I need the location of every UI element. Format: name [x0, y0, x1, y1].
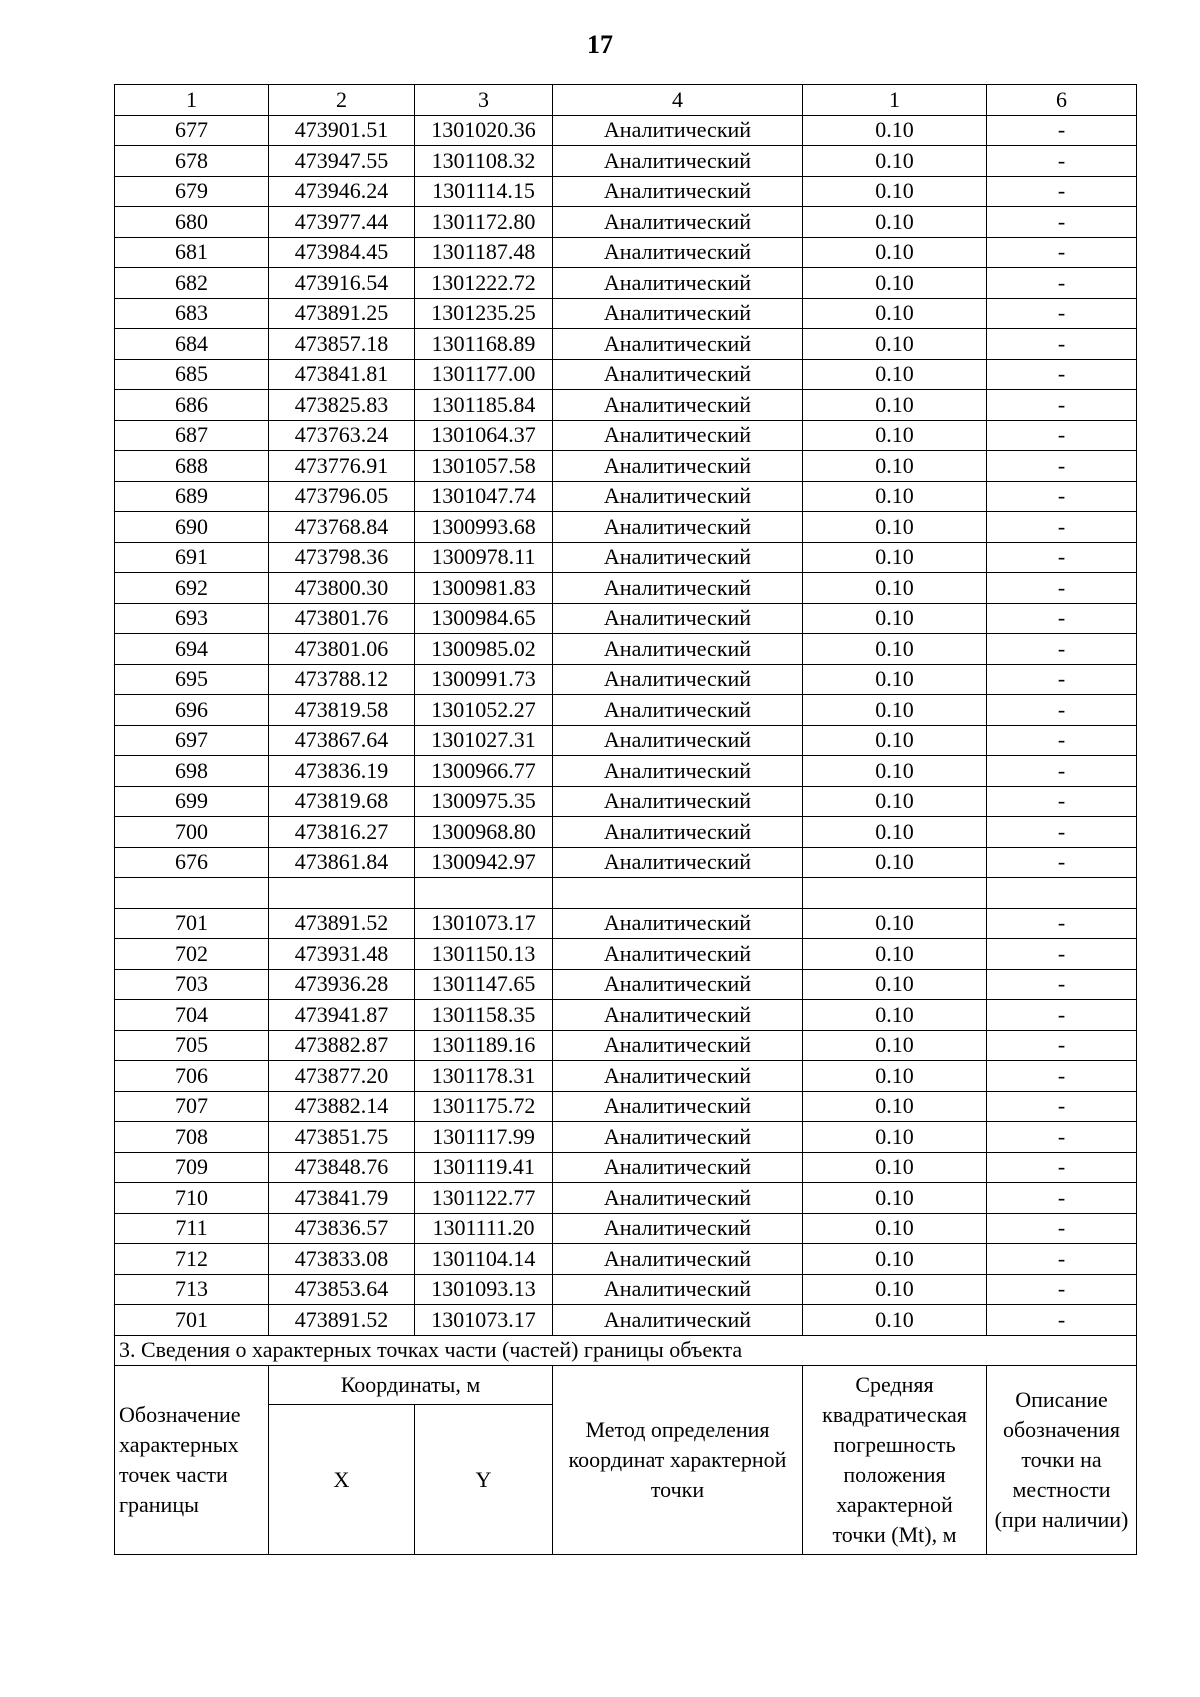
- y-cell: 1301111.20: [415, 1213, 553, 1244]
- method-cell: Аналитический: [553, 176, 803, 207]
- method-cell: Аналитический: [553, 725, 803, 756]
- table-row: [115, 695, 1137, 726]
- mean-error-cell: 0.10: [803, 725, 987, 756]
- mean-error-cell: 0.10: [803, 1122, 987, 1153]
- y-cell: 1301027.31: [415, 725, 553, 756]
- point-cell: 676: [115, 847, 269, 878]
- method-cell: Аналитический: [553, 786, 803, 817]
- point-cell: 685: [115, 359, 269, 390]
- table-row: [115, 237, 1137, 268]
- header-mean-error: Средняя квадратическая погрешность положения характерной точки (Mt), м: [803, 1366, 987, 1555]
- description-cell: -: [987, 237, 1137, 268]
- header-description: Описание обозначения точки на местности (при наличии): [987, 1366, 1137, 1555]
- table-row: [115, 1274, 1137, 1305]
- x-cell: 473796.05: [269, 481, 415, 512]
- mean-error-cell: 0.10: [803, 207, 987, 238]
- method-cell: Аналитический: [553, 1274, 803, 1305]
- table-row: [115, 634, 1137, 665]
- y-cell: 1301093.13: [415, 1274, 553, 1305]
- coordinates-table: [114, 84, 1137, 1555]
- point-cell: 684: [115, 329, 269, 360]
- description-cell: -: [987, 908, 1137, 939]
- point-cell: 687: [115, 420, 269, 451]
- x-cell: 473816.27: [269, 817, 415, 848]
- y-cell: 1300968.80: [415, 817, 553, 848]
- method-cell: Аналитический: [553, 847, 803, 878]
- method-cell: Аналитический: [553, 1061, 803, 1092]
- point-cell: 686: [115, 390, 269, 421]
- mean-error-cell: 0.10: [803, 969, 987, 1000]
- point-cell: 709: [115, 1152, 269, 1183]
- y-cell: 1300993.68: [415, 512, 553, 543]
- section-header-row: [115, 1366, 1137, 1405]
- table-row: [115, 146, 1137, 177]
- x-cell: [269, 878, 415, 909]
- y-cell: 1301073.17: [415, 908, 553, 939]
- y-cell: 1300975.35: [415, 786, 553, 817]
- mean-error-cell: 0.10: [803, 634, 987, 665]
- description-cell: -: [987, 756, 1137, 787]
- mean-error-cell: 0.10: [803, 451, 987, 482]
- method-cell: Аналитический: [553, 512, 803, 543]
- x-cell: 473836.57: [269, 1213, 415, 1244]
- y-cell: 1301057.58: [415, 451, 553, 482]
- table-row: [115, 756, 1137, 787]
- mean-error-cell: 0.10: [803, 1274, 987, 1305]
- description-cell: -: [987, 542, 1137, 573]
- point-cell: [115, 878, 269, 909]
- table-row: [115, 908, 1137, 939]
- method-cell: Аналитический: [553, 1122, 803, 1153]
- x-cell: 473788.12: [269, 664, 415, 695]
- point-cell: 700: [115, 817, 269, 848]
- header-method: Метод определения координат характерной точки: [553, 1366, 803, 1555]
- mean-error-cell: 0.10: [803, 268, 987, 299]
- mean-error-cell: 0.10: [803, 908, 987, 939]
- x-cell: 473841.79: [269, 1183, 415, 1214]
- x-cell: 473877.20: [269, 1061, 415, 1092]
- description-cell: -: [987, 329, 1137, 360]
- y-cell: 1301150.13: [415, 939, 553, 970]
- description-cell: -: [987, 725, 1137, 756]
- table-row: [115, 451, 1137, 482]
- description-cell: -: [987, 1305, 1137, 1336]
- x-cell: 473916.54: [269, 268, 415, 299]
- column-number: 2: [269, 85, 415, 116]
- column-number: 4: [553, 85, 803, 116]
- y-cell: 1301235.25: [415, 298, 553, 329]
- point-cell: 703: [115, 969, 269, 1000]
- y-cell: 1300966.77: [415, 756, 553, 787]
- header-y: Y: [415, 1405, 553, 1555]
- y-cell: 1301178.31: [415, 1061, 553, 1092]
- point-cell: 688: [115, 451, 269, 482]
- table-row: [115, 1061, 1137, 1092]
- method-cell: Аналитический: [553, 939, 803, 970]
- y-cell: 1301172.80: [415, 207, 553, 238]
- table-row: [115, 542, 1137, 573]
- y-cell: 1301122.77: [415, 1183, 553, 1214]
- description-cell: -: [987, 390, 1137, 421]
- x-cell: 473801.76: [269, 603, 415, 634]
- method-cell: Аналитический: [553, 1152, 803, 1183]
- y-cell: 1301073.17: [415, 1305, 553, 1336]
- point-cell: 681: [115, 237, 269, 268]
- description-cell: -: [987, 176, 1137, 207]
- description-cell: -: [987, 268, 1137, 299]
- table-row: [115, 1244, 1137, 1275]
- y-cell: 1301119.41: [415, 1152, 553, 1183]
- method-cell: Аналитический: [553, 1305, 803, 1336]
- x-cell: 473825.83: [269, 390, 415, 421]
- method-cell: Аналитический: [553, 481, 803, 512]
- mean-error-cell: 0.10: [803, 115, 987, 146]
- method-cell: Аналитический: [553, 969, 803, 1000]
- x-cell: 473977.44: [269, 207, 415, 238]
- mean-error-cell: 0.10: [803, 1213, 987, 1244]
- mean-error-cell: 0.10: [803, 420, 987, 451]
- description-cell: -: [987, 969, 1137, 1000]
- method-cell: Аналитический: [553, 451, 803, 482]
- column-number-row: [115, 85, 1137, 116]
- header-x: X: [269, 1405, 415, 1555]
- table-row: [115, 786, 1137, 817]
- column-number: 1: [803, 85, 987, 116]
- description-cell: -: [987, 481, 1137, 512]
- point-cell: 678: [115, 146, 269, 177]
- method-cell: Аналитический: [553, 115, 803, 146]
- description-cell: -: [987, 115, 1137, 146]
- description-cell: -: [987, 1244, 1137, 1275]
- point-cell: 683: [115, 298, 269, 329]
- method-cell: Аналитический: [553, 146, 803, 177]
- column-number: 6: [987, 85, 1137, 116]
- x-cell: 473901.51: [269, 115, 415, 146]
- y-cell: 1300991.73: [415, 664, 553, 695]
- y-cell: [415, 878, 553, 909]
- table-row: [115, 1091, 1137, 1122]
- y-cell: 1301189.16: [415, 1030, 553, 1061]
- method-cell: Аналитический: [553, 908, 803, 939]
- point-cell: 710: [115, 1183, 269, 1214]
- y-cell: 1300985.02: [415, 634, 553, 665]
- x-cell: 473776.91: [269, 451, 415, 482]
- table-row: [115, 725, 1137, 756]
- point-cell: 695: [115, 664, 269, 695]
- mean-error-cell: [803, 878, 987, 909]
- x-cell: 473800.30: [269, 573, 415, 604]
- x-cell: 473947.55: [269, 146, 415, 177]
- y-cell: 1301104.14: [415, 1244, 553, 1275]
- table-row: [115, 359, 1137, 390]
- y-cell: 1301052.27: [415, 695, 553, 726]
- point-cell: 707: [115, 1091, 269, 1122]
- y-cell: 1301020.36: [415, 115, 553, 146]
- description-cell: [987, 878, 1137, 909]
- description-cell: -: [987, 359, 1137, 390]
- method-cell: Аналитический: [553, 756, 803, 787]
- point-cell: 702: [115, 939, 269, 970]
- description-cell: -: [987, 1061, 1137, 1092]
- description-cell: -: [987, 817, 1137, 848]
- mean-error-cell: 0.10: [803, 1305, 987, 1336]
- mean-error-cell: 0.10: [803, 146, 987, 177]
- point-cell: 690: [115, 512, 269, 543]
- method-cell: Аналитический: [553, 664, 803, 695]
- x-cell: 473763.24: [269, 420, 415, 451]
- mean-error-cell: 0.10: [803, 1244, 987, 1275]
- x-cell: 473882.87: [269, 1030, 415, 1061]
- x-cell: 473848.76: [269, 1152, 415, 1183]
- mean-error-cell: 0.10: [803, 786, 987, 817]
- point-cell: 704: [115, 1000, 269, 1031]
- method-cell: Аналитический: [553, 1030, 803, 1061]
- y-cell: 1301185.84: [415, 390, 553, 421]
- description-cell: -: [987, 512, 1137, 543]
- description-cell: -: [987, 1152, 1137, 1183]
- y-cell: 1301047.74: [415, 481, 553, 512]
- y-cell: 1301147.65: [415, 969, 553, 1000]
- description-cell: -: [987, 1000, 1137, 1031]
- y-cell: 1301114.15: [415, 176, 553, 207]
- x-cell: 473833.08: [269, 1244, 415, 1275]
- method-cell: Аналитический: [553, 1183, 803, 1214]
- mean-error-cell: 0.10: [803, 512, 987, 543]
- mean-error-cell: 0.10: [803, 1061, 987, 1092]
- method-cell: Аналитический: [553, 1244, 803, 1275]
- table-row: [115, 512, 1137, 543]
- y-cell: 1301108.32: [415, 146, 553, 177]
- mean-error-cell: 0.10: [803, 542, 987, 573]
- point-cell: 699: [115, 786, 269, 817]
- table-row: [115, 1305, 1137, 1336]
- x-cell: 473819.58: [269, 695, 415, 726]
- method-cell: Аналитический: [553, 634, 803, 665]
- point-cell: 701: [115, 908, 269, 939]
- method-cell: Аналитический: [553, 695, 803, 726]
- table-row: [115, 1152, 1137, 1183]
- table-row: [115, 817, 1137, 848]
- mean-error-cell: 0.10: [803, 1030, 987, 1061]
- method-cell: Аналитический: [553, 298, 803, 329]
- point-cell: 698: [115, 756, 269, 787]
- table-row: [115, 390, 1137, 421]
- point-cell: 679: [115, 176, 269, 207]
- y-cell: 1300984.65: [415, 603, 553, 634]
- point-cell: 706: [115, 1061, 269, 1092]
- description-cell: -: [987, 1030, 1137, 1061]
- point-cell: 692: [115, 573, 269, 604]
- mean-error-cell: 0.10: [803, 756, 987, 787]
- point-cell: 693: [115, 603, 269, 634]
- x-cell: 473836.19: [269, 756, 415, 787]
- mean-error-cell: 0.10: [803, 298, 987, 329]
- method-cell: Аналитический: [553, 359, 803, 390]
- y-cell: 1301064.37: [415, 420, 553, 451]
- table-row: [115, 939, 1137, 970]
- point-cell: 696: [115, 695, 269, 726]
- x-cell: 473841.81: [269, 359, 415, 390]
- x-cell: 473867.64: [269, 725, 415, 756]
- mean-error-cell: 0.10: [803, 481, 987, 512]
- point-cell: 697: [115, 725, 269, 756]
- method-cell: Аналитический: [553, 573, 803, 604]
- mean-error-cell: 0.10: [803, 237, 987, 268]
- point-cell: 682: [115, 268, 269, 299]
- y-cell: 1300978.11: [415, 542, 553, 573]
- table-row: [115, 115, 1137, 146]
- table-row: [115, 603, 1137, 634]
- method-cell: Аналитический: [553, 817, 803, 848]
- method-cell: Аналитический: [553, 329, 803, 360]
- x-cell: 473931.48: [269, 939, 415, 970]
- table-row: [115, 1213, 1137, 1244]
- y-cell: 1301187.48: [415, 237, 553, 268]
- mean-error-cell: 0.10: [803, 695, 987, 726]
- point-cell: 691: [115, 542, 269, 573]
- x-cell: 473891.25: [269, 298, 415, 329]
- y-cell: 1300942.97: [415, 847, 553, 878]
- header-coordinates: Координаты, м: [269, 1366, 553, 1405]
- x-cell: 473891.52: [269, 908, 415, 939]
- x-cell: 473819.68: [269, 786, 415, 817]
- mean-error-cell: 0.10: [803, 359, 987, 390]
- mean-error-cell: 0.10: [803, 329, 987, 360]
- point-cell: 677: [115, 115, 269, 146]
- point-cell: 713: [115, 1274, 269, 1305]
- description-cell: -: [987, 695, 1137, 726]
- section-title-row: [115, 1335, 1137, 1366]
- table-row: [115, 847, 1137, 878]
- header-point-designation: Обозначение характерных точек части границы: [115, 1366, 269, 1555]
- method-cell: Аналитический: [553, 1213, 803, 1244]
- method-cell: [553, 878, 803, 909]
- table-row: [115, 1122, 1137, 1153]
- mean-error-cell: 0.10: [803, 176, 987, 207]
- x-cell: 473801.06: [269, 634, 415, 665]
- table-row: [115, 573, 1137, 604]
- x-cell: 473853.64: [269, 1274, 415, 1305]
- table-row: [115, 481, 1137, 512]
- description-cell: -: [987, 1122, 1137, 1153]
- mean-error-cell: 0.10: [803, 847, 987, 878]
- y-cell: 1301158.35: [415, 1000, 553, 1031]
- description-cell: -: [987, 603, 1137, 634]
- description-cell: -: [987, 1274, 1137, 1305]
- x-cell: 473882.14: [269, 1091, 415, 1122]
- page-number: 17: [587, 30, 613, 59]
- description-cell: -: [987, 786, 1137, 817]
- method-cell: Аналитический: [553, 542, 803, 573]
- mean-error-cell: 0.10: [803, 1152, 987, 1183]
- method-cell: Аналитический: [553, 207, 803, 238]
- y-cell: 1301175.72: [415, 1091, 553, 1122]
- mean-error-cell: 0.10: [803, 603, 987, 634]
- point-cell: 680: [115, 207, 269, 238]
- mean-error-cell: 0.10: [803, 1000, 987, 1031]
- x-cell: 473946.24: [269, 176, 415, 207]
- column-number: 3: [415, 85, 553, 116]
- mean-error-cell: 0.10: [803, 1183, 987, 1214]
- x-cell: 473768.84: [269, 512, 415, 543]
- method-cell: Аналитический: [553, 1000, 803, 1031]
- description-cell: -: [987, 298, 1137, 329]
- section-title: 3. Сведения о характерных точках части (частей) границы объекта: [115, 1335, 1137, 1366]
- point-cell: 708: [115, 1122, 269, 1153]
- mean-error-cell: 0.10: [803, 664, 987, 695]
- mean-error-cell: 0.10: [803, 817, 987, 848]
- point-cell: 711: [115, 1213, 269, 1244]
- x-cell: 473936.28: [269, 969, 415, 1000]
- x-cell: 473861.84: [269, 847, 415, 878]
- method-cell: Аналитический: [553, 390, 803, 421]
- mean-error-cell: 0.10: [803, 390, 987, 421]
- table-row: [115, 1183, 1137, 1214]
- table-row: [115, 268, 1137, 299]
- description-cell: -: [987, 634, 1137, 665]
- table-row: [115, 176, 1137, 207]
- y-cell: 1301117.99: [415, 1122, 553, 1153]
- point-cell: 705: [115, 1030, 269, 1061]
- x-cell: 473941.87: [269, 1000, 415, 1031]
- x-cell: 473798.36: [269, 542, 415, 573]
- method-cell: Аналитический: [553, 237, 803, 268]
- description-cell: -: [987, 1183, 1137, 1214]
- x-cell: 473851.75: [269, 1122, 415, 1153]
- table-row: [115, 969, 1137, 1000]
- description-cell: -: [987, 420, 1137, 451]
- table-row: [115, 1000, 1137, 1031]
- description-cell: -: [987, 451, 1137, 482]
- method-cell: Аналитический: [553, 1091, 803, 1122]
- table-row: [115, 420, 1137, 451]
- description-cell: -: [987, 664, 1137, 695]
- point-cell: 694: [115, 634, 269, 665]
- mean-error-cell: 0.10: [803, 939, 987, 970]
- column-number: 1: [115, 85, 269, 116]
- y-cell: 1301177.00: [415, 359, 553, 390]
- description-cell: -: [987, 939, 1137, 970]
- description-cell: -: [987, 146, 1137, 177]
- table-row: [115, 878, 1137, 909]
- point-cell: 689: [115, 481, 269, 512]
- table-row: [115, 664, 1137, 695]
- description-cell: -: [987, 1091, 1137, 1122]
- y-cell: 1301222.72: [415, 268, 553, 299]
- description-cell: -: [987, 573, 1137, 604]
- x-cell: 473984.45: [269, 237, 415, 268]
- method-cell: Аналитический: [553, 420, 803, 451]
- table-row: [115, 1030, 1137, 1061]
- table-row: [115, 329, 1137, 360]
- x-cell: 473857.18: [269, 329, 415, 360]
- description-cell: -: [987, 1213, 1137, 1244]
- mean-error-cell: 0.10: [803, 573, 987, 604]
- y-cell: 1301168.89: [415, 329, 553, 360]
- point-cell: 712: [115, 1244, 269, 1275]
- x-cell: 473891.52: [269, 1305, 415, 1336]
- description-cell: -: [987, 847, 1137, 878]
- table-row: [115, 298, 1137, 329]
- y-cell: 1300981.83: [415, 573, 553, 604]
- mean-error-cell: 0.10: [803, 1091, 987, 1122]
- table-row: [115, 207, 1137, 238]
- description-cell: -: [987, 207, 1137, 238]
- method-cell: Аналитический: [553, 603, 803, 634]
- point-cell: 701: [115, 1305, 269, 1336]
- method-cell: Аналитический: [553, 268, 803, 299]
